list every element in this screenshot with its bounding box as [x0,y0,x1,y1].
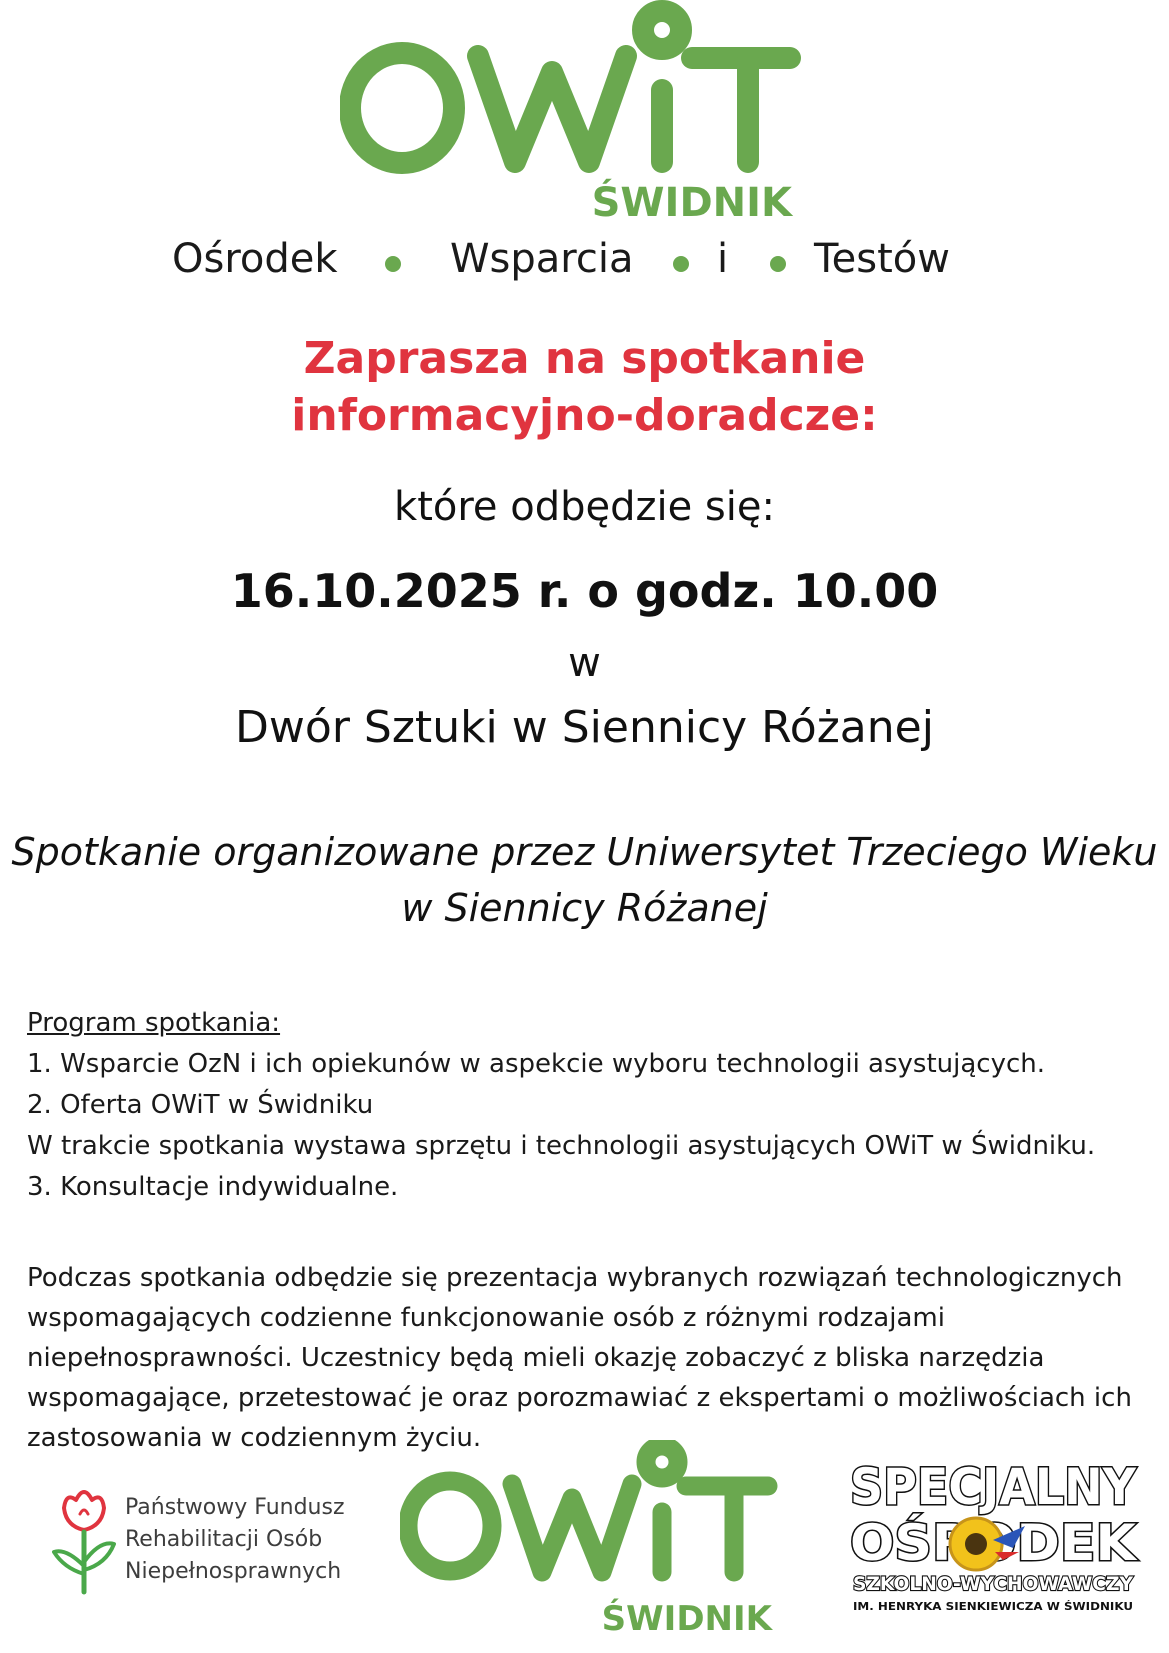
svg-text:ŚWIDNIK: ŚWIDNIK [601,1599,772,1639]
invitation-line-1: Zaprasza na spotkanie [303,333,866,384]
tagline-word-1: Ośrodek [172,236,338,282]
program-item: 2. Oferta OWiT w Świdniku [27,1090,374,1120]
bullet-dot-icon [673,256,689,272]
program-heading: Program spotkania: [27,1008,281,1038]
event-preposition: w [568,640,601,686]
organizer-line-2: w Siennicy Różanej [401,886,768,930]
program-item: W trakcie spotkania wystawa sprzętu i technologii asystujących OWiT w Świdniku. [27,1131,1096,1161]
bullet-dot-icon [385,256,401,272]
svg-text:IM. HENRYKA SIENKIEWICZA W ŚWI: IM. HENRYKA SIENKIEWICZA W ŚWIDNIKU [853,1600,1133,1613]
bullet-dot-icon [770,256,786,272]
invitation-line-2: informacyjno-doradcze: [291,390,878,441]
owit-logo-bottom [400,1440,820,1640]
school-logo [843,1460,1143,1620]
pfron-name-line: Państwowy Fundusz [125,1495,345,1520]
tagline [172,236,1020,296]
event-datetime: 16.10.2025 r. o godz. 10.00 [230,564,939,618]
pfron-name [125,1492,345,1588]
program-item: 3. Konsultacje indywidualne. [27,1172,399,1202]
tagline-word-4: Testów [814,236,950,282]
pfron-name-line: Niepełnosprawnych [125,1559,342,1584]
svg-text:SPECJALNY: SPECJALNY [850,1460,1137,1516]
program-section [27,1003,1147,1208]
tagline-word-3: i [717,236,729,282]
svg-text:SZKOLNO-WYCHOWAWCZY: SZKOLNO-WYCHOWAWCZY [853,1573,1134,1595]
organizer-line-1: Spotkanie organizowane przez Uniwersytet Trzeciego Wieku [11,830,1158,874]
event-venue: Dwór Sztuki w Siennicy Różanej [235,702,934,753]
tagline-word-2: Wsparcia [450,236,634,282]
event-intro: które odbędzie się: [394,484,775,530]
pfron-name-line: Rehabilitacji Osób [125,1527,323,1552]
event-description: Podczas spotkania odbędzie się prezentacja wybranych rozwiązań technologicznych wspomagających codzienne funkcjonowanie osób z różnymi rodzajami niepełnosprawności. Uczestnicy będą mieli okazję zobaczyć z bliska narzędzia wspomagające, przetestować je oraz porozmawiać z ekspertami o możliwościach ich zastosowania w codziennym życiu. [27,1263,1132,1453]
program-item: 1. Wsparcie OzN i ich opiekunów w aspekcie wyboru technologii asystujących. [27,1049,1046,1079]
owit-logo-top [340,0,860,240]
svg-text:ŚWIDNIK: ŚWIDNIK [591,180,792,226]
